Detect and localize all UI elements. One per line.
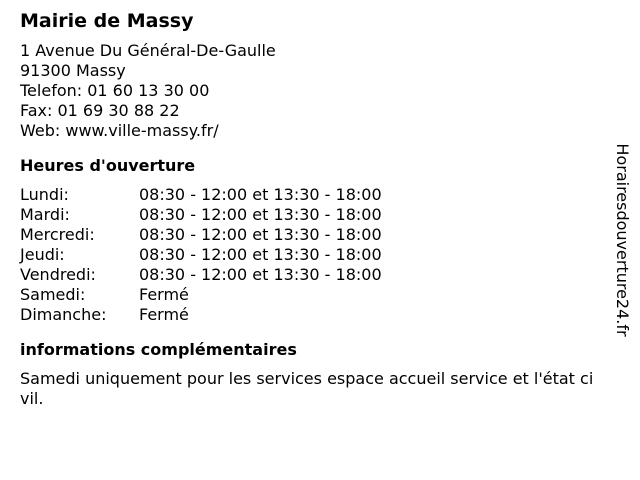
- day-label: Samedi:: [20, 285, 86, 304]
- day-label: Mercredi:: [20, 225, 95, 244]
- hours-value: 08:30 - 12:00 et 13:30 - 18:00: [139, 225, 382, 244]
- address-street: 1 Avenue Du Général-De-Gaulle: [20, 41, 276, 60]
- hours-value: 08:30 - 12:00 et 13:30 - 18:00: [139, 245, 382, 264]
- hours-value: 08:30 - 12:00 et 13:30 - 18:00: [139, 265, 382, 284]
- day-label: Lundi:: [20, 185, 69, 204]
- address-city: 91300 Massy: [20, 61, 126, 80]
- hours-value: Fermé: [139, 305, 189, 324]
- hours-value: 08:30 - 12:00 et 13:30 - 18:00: [139, 205, 382, 224]
- website: Web: www.ville-massy.fr/: [20, 121, 219, 140]
- hours-row-sunday: [20, 305, 600, 325]
- hours-row-wednesday: [20, 225, 600, 245]
- hours-row-monday: [20, 185, 600, 205]
- site-watermark: Horairesdouverture24.fr: [613, 143, 632, 337]
- day-label: Mardi:: [20, 205, 70, 224]
- opening-hours-table: [20, 185, 600, 325]
- additional-info-text: Samedi uniquement pour les services espace accueil service et l'état civil.: [20, 369, 594, 408]
- hours-row-saturday: [20, 285, 600, 305]
- hours-value: Fermé: [139, 285, 189, 304]
- hours-row-thursday: [20, 245, 600, 265]
- hours-row-tuesday: [20, 205, 600, 225]
- address-block: [20, 41, 600, 141]
- day-label: Jeudi:: [20, 245, 65, 264]
- opening-hours-heading: Heures d'ouverture: [20, 156, 196, 175]
- phone-number: Telefon: 01 60 13 30 00: [20, 81, 210, 100]
- additional-info-heading: informations complémentaires: [20, 340, 297, 359]
- hours-value: 08:30 - 12:00 et 13:30 - 18:00: [139, 185, 382, 204]
- day-label: Vendredi:: [20, 265, 96, 284]
- page-title: Mairie de Massy: [20, 10, 194, 32]
- fax-number: Fax: 01 69 30 88 22: [20, 101, 180, 120]
- day-label: Dimanche:: [20, 305, 107, 324]
- hours-row-friday: [20, 265, 600, 285]
- business-card: [20, 9, 600, 409]
